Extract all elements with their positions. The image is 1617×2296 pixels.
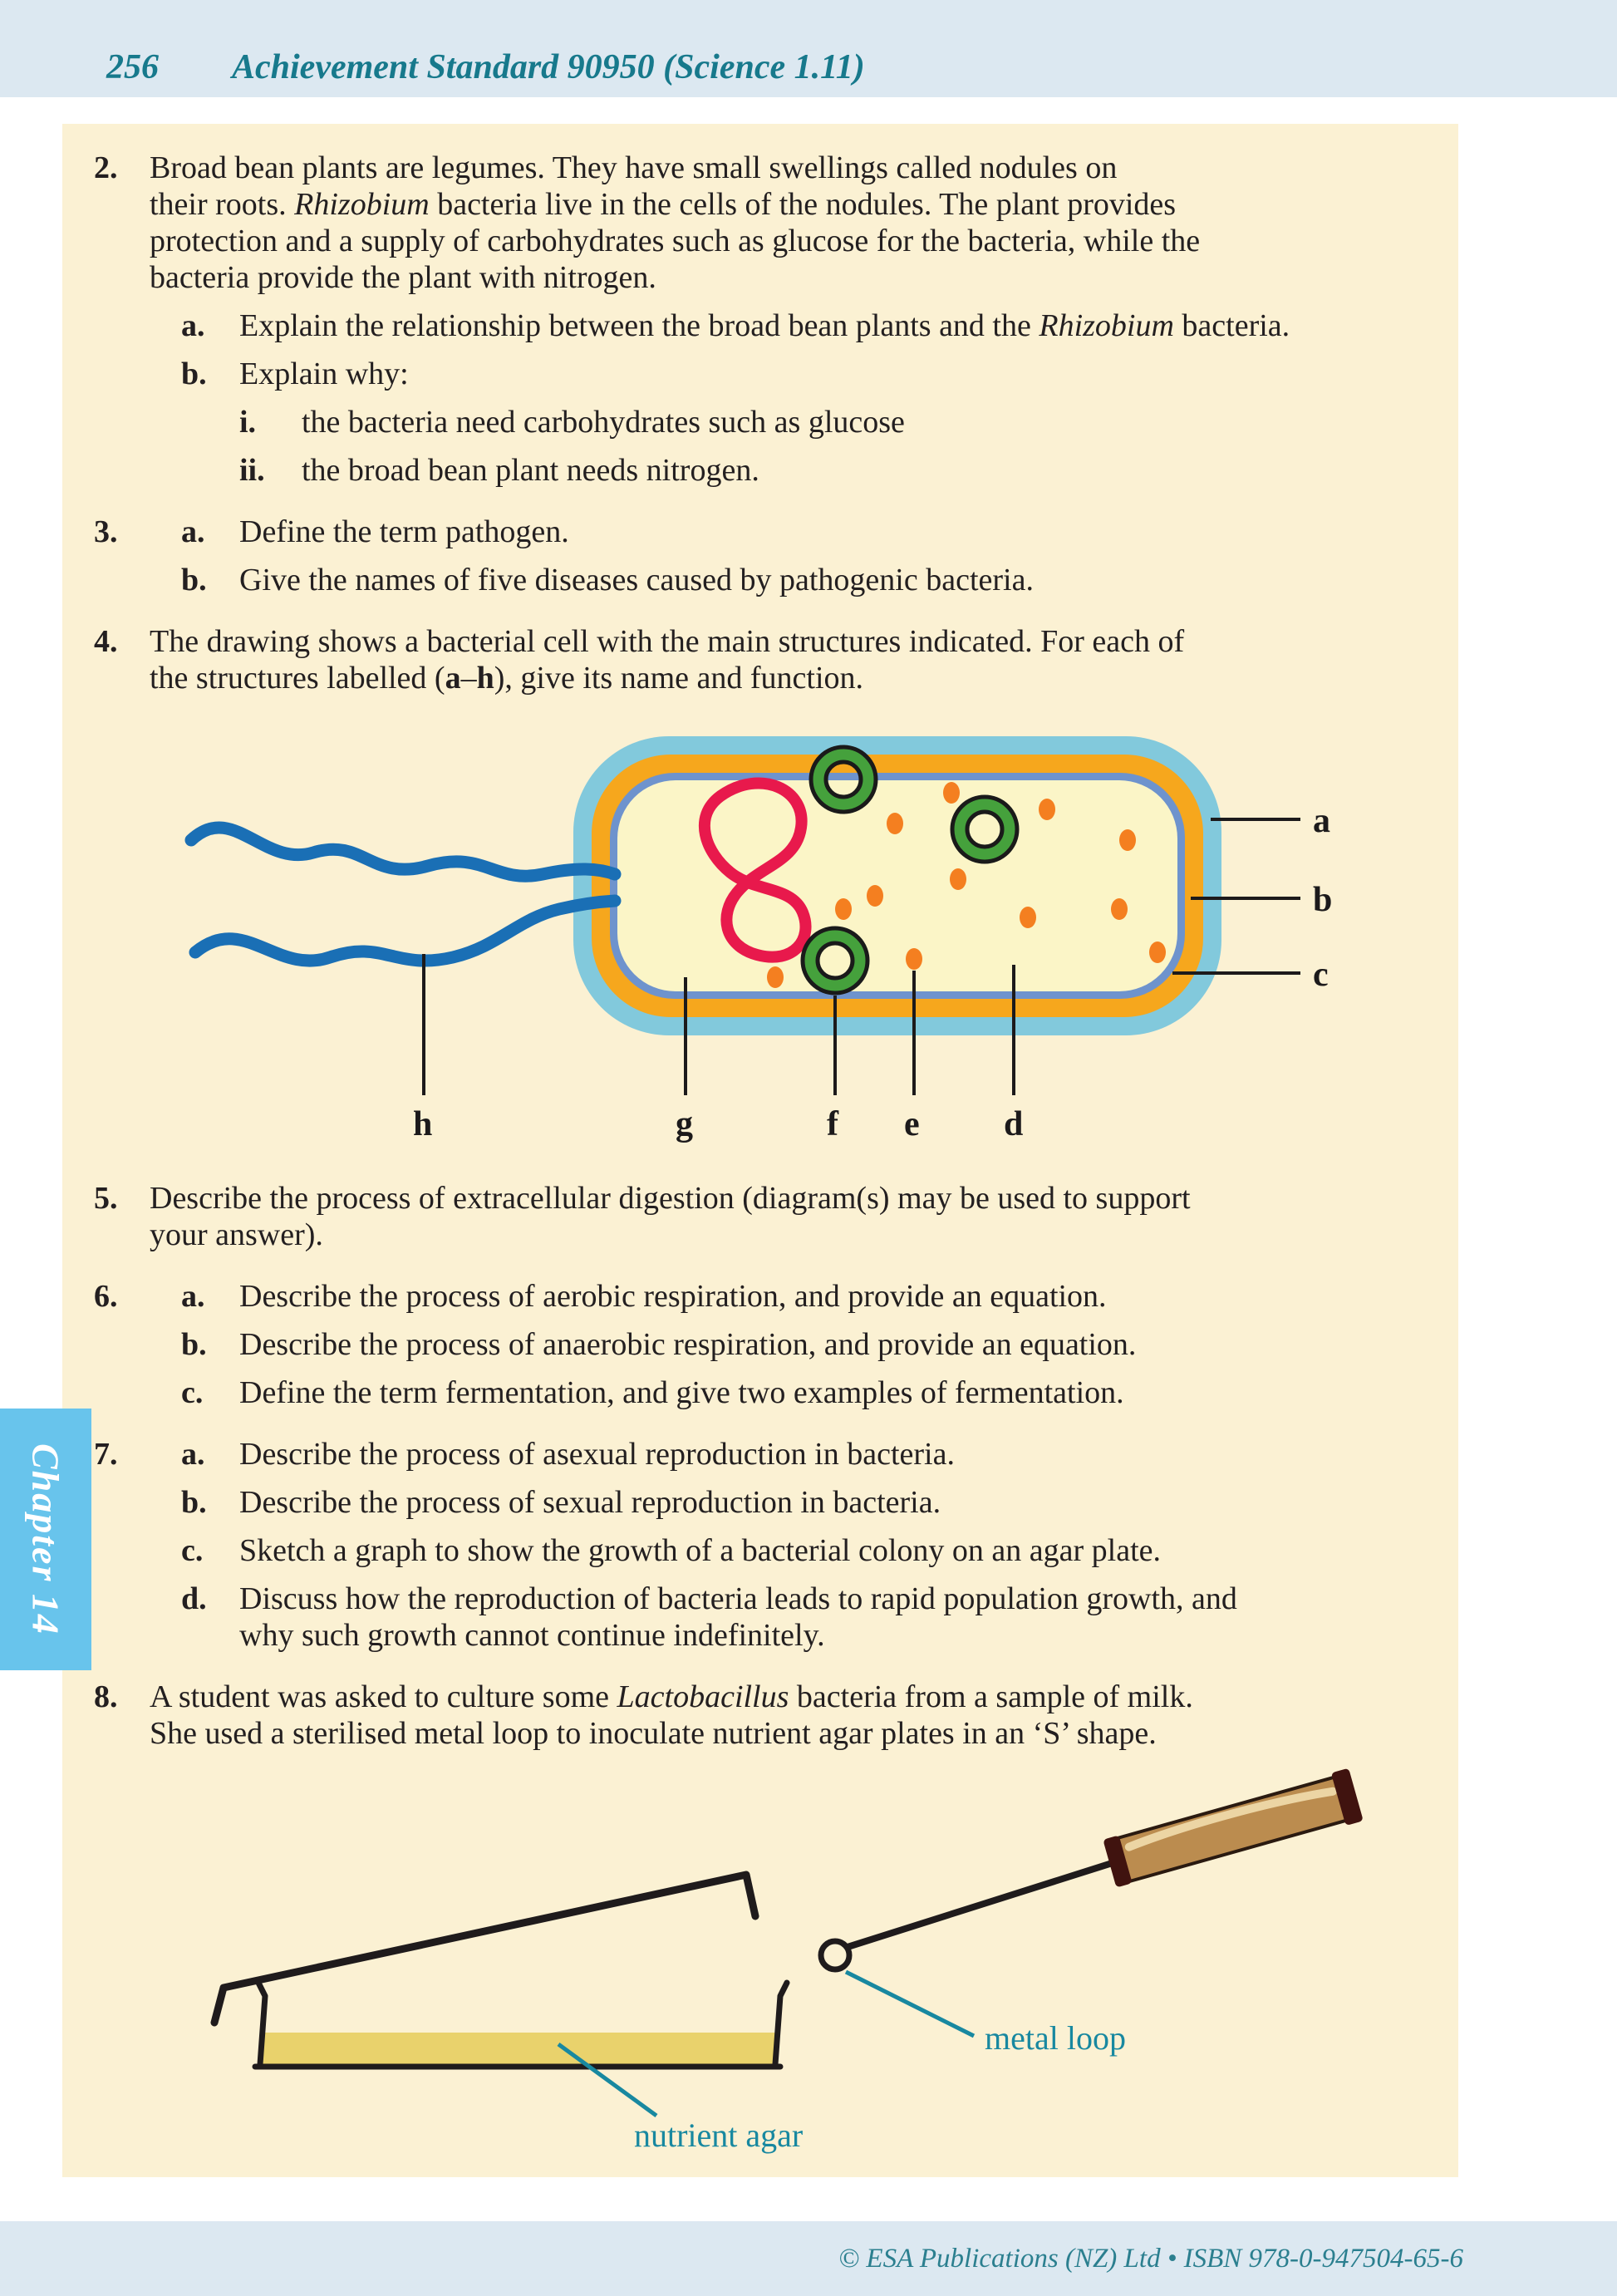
- text-segment: Explain the relationship between the broad bean plants and the: [239, 308, 1040, 343]
- text-line: Give the names of five diseases caused by pathogenic bacteria.: [239, 563, 1034, 597]
- text-line: Define the term fermentation, and give two examples of fermentation.: [239, 1375, 1124, 1410]
- bacterial-cell-diagram: [62, 703, 1458, 1168]
- text-line: bacteria provide the plant with nitrogen.: [150, 260, 656, 295]
- sub-question-letter: a.: [181, 514, 205, 549]
- text-line: Describe the process of extracellular digestion (diagram(s) may be used to support: [150, 1181, 1191, 1216]
- question-text: [150, 1180, 1458, 1253]
- label-f: f: [827, 1105, 838, 1143]
- label-e: e: [904, 1105, 920, 1143]
- label-g: g: [676, 1105, 693, 1143]
- question-4: [62, 623, 1458, 696]
- text-segment: –: [460, 661, 477, 696]
- text-line: Describe the process of asexual reproduction in bacteria.: [239, 1437, 955, 1472]
- question-text: [150, 623, 1458, 696]
- label-c: c: [1313, 956, 1329, 994]
- sub-question-letter: b.: [181, 356, 207, 391]
- publisher-credit: © ESA Publications (NZ) Ltd • ISBN 978-0-947504-65-6: [838, 2243, 1463, 2274]
- text-line: protection and a supply of carbohydrates such as glucose for the bacteria, while the: [150, 224, 1201, 258]
- text-line: the broad bean plant needs nitrogen.: [302, 453, 759, 488]
- sub-question-letter: c.: [181, 1533, 204, 1568]
- question-7a: [62, 1436, 1458, 1472]
- question-3a: [62, 514, 1458, 550]
- text-line: your answer).: [150, 1217, 323, 1252]
- text-line: Sketch a graph to show the growth of a bacterial colony on an agar plate.: [239, 1533, 1162, 1568]
- text-segment: their roots.: [150, 187, 295, 222]
- roman-numeral: ii.: [239, 453, 265, 488]
- text-line: [150, 186, 1458, 223]
- text-segment: ), give its name and function.: [494, 661, 864, 696]
- text-line: the bacteria need carbohydrates such as glucose: [302, 405, 905, 440]
- text-segment: A student was asked to culture some: [150, 1679, 617, 1714]
- nutrient-agar-fill: [263, 2033, 775, 2064]
- question-2b-i: [62, 404, 1458, 440]
- bold-letter: h: [476, 661, 494, 696]
- question-8: [62, 1679, 1458, 1752]
- text-line: Discuss how the reproduction of bacteria leads to rapid population growth, and: [239, 1581, 1237, 1616]
- question-6b: [62, 1326, 1458, 1363]
- text-line: why such growth cannot continue indefinitely.: [239, 1618, 825, 1653]
- question-2b-ii: [62, 452, 1458, 489]
- text-segment: bacteria.: [1173, 308, 1290, 343]
- label-d: d: [1004, 1105, 1024, 1143]
- text-segment: bacteria from a sample of milk.: [789, 1679, 1193, 1714]
- metal-loop-label: metal loop: [985, 2019, 1126, 2057]
- question-number: 4.: [94, 624, 118, 659]
- italic-term: Lactobacillus: [617, 1679, 789, 1714]
- sub-question-letter: a.: [181, 308, 205, 343]
- question-number: 3.: [94, 514, 118, 549]
- sub-question-letter: d.: [181, 1581, 207, 1616]
- question-2: [62, 150, 1458, 296]
- question-number: 5.: [94, 1181, 118, 1216]
- label-a: a: [1313, 802, 1330, 840]
- text-line: Explain why:: [239, 356, 409, 391]
- question-text: [239, 514, 1458, 550]
- page-number: 256: [106, 48, 159, 86]
- question-text: [239, 307, 1458, 344]
- question-number: 6.: [94, 1279, 118, 1314]
- question-2a: [62, 307, 1458, 344]
- page-header: [0, 0, 1617, 97]
- flagellum-icon: [191, 828, 615, 876]
- sub-question-letter: b.: [181, 563, 207, 597]
- text-line: [239, 307, 1458, 344]
- question-3b: [62, 562, 1458, 598]
- text-segment: bacteria live in the cells of the nodules. The plant provides: [429, 187, 1177, 222]
- text-line: Define the term pathogen.: [239, 514, 569, 549]
- text-line: She used a sterilised metal loop to inoculate nutrient agar plates in an ‘S’ shape.: [150, 1716, 1157, 1751]
- label-b: b: [1313, 881, 1333, 919]
- sub-question-letter: c.: [181, 1375, 204, 1410]
- question-7d: [62, 1581, 1458, 1654]
- question-6c: [62, 1374, 1458, 1411]
- question-7b: [62, 1484, 1458, 1521]
- sub-question-letter: b.: [181, 1485, 207, 1520]
- text-line: Describe the process of anaerobic respiration, and provide an equation.: [239, 1327, 1137, 1362]
- question-text: [302, 404, 1458, 440]
- metal-loop-leader: [846, 1972, 974, 2036]
- text-line: Describe the process of sexual reproduction in bacteria.: [239, 1485, 941, 1520]
- question-number: 7.: [94, 1437, 118, 1472]
- loop-handle: [1102, 1768, 1363, 1890]
- question-6a: [62, 1278, 1458, 1315]
- question-number: 8.: [94, 1679, 118, 1714]
- petri-lid: [214, 1875, 755, 2023]
- question-2b: [62, 356, 1458, 392]
- chapter-tab-label: Chapter 14: [24, 1443, 67, 1635]
- text-line: Describe the process of aerobic respiration, and provide an equation.: [239, 1279, 1107, 1314]
- question-text: [302, 452, 1458, 489]
- question-text: [239, 562, 1458, 598]
- header-title: Achievement Standard 90950 (Science 1.11): [232, 48, 865, 86]
- question-7c: [62, 1532, 1458, 1569]
- sub-question-letter: b.: [181, 1327, 207, 1362]
- question-text: [239, 356, 1458, 392]
- sub-question-letter: a.: [181, 1437, 205, 1472]
- sub-question-letter: a.: [181, 1279, 205, 1314]
- question-text: [150, 150, 1458, 296]
- italic-term: Rhizobium: [1039, 308, 1174, 343]
- page-footer: [0, 2221, 1617, 2296]
- text-segment: the structures labelled (: [150, 661, 445, 696]
- question-number: 2.: [94, 150, 118, 185]
- agar-plate-diagram: [62, 1768, 1458, 2159]
- text-line: [150, 660, 1458, 696]
- label-h: h: [413, 1105, 433, 1143]
- loop-wire: [848, 1860, 1123, 1947]
- italic-term: Rhizobium: [294, 187, 430, 222]
- question-panel: [62, 124, 1458, 2177]
- text-line: Broad bean plants are legumes. They have small swellings called nodules on: [150, 150, 1118, 185]
- chapter-tab: [0, 1409, 91, 1670]
- text-line: [150, 1679, 1458, 1715]
- question-5: [62, 1180, 1458, 1253]
- flagellum-icon: [195, 901, 615, 961]
- nutrient-agar-label: nutrient agar: [634, 2117, 804, 2154]
- text-line: The drawing shows a bacterial cell with the main structures indicated. For each of: [150, 624, 1185, 659]
- question-text: [150, 1679, 1458, 1752]
- roman-numeral: i.: [239, 405, 257, 440]
- bold-letter: a: [445, 661, 461, 696]
